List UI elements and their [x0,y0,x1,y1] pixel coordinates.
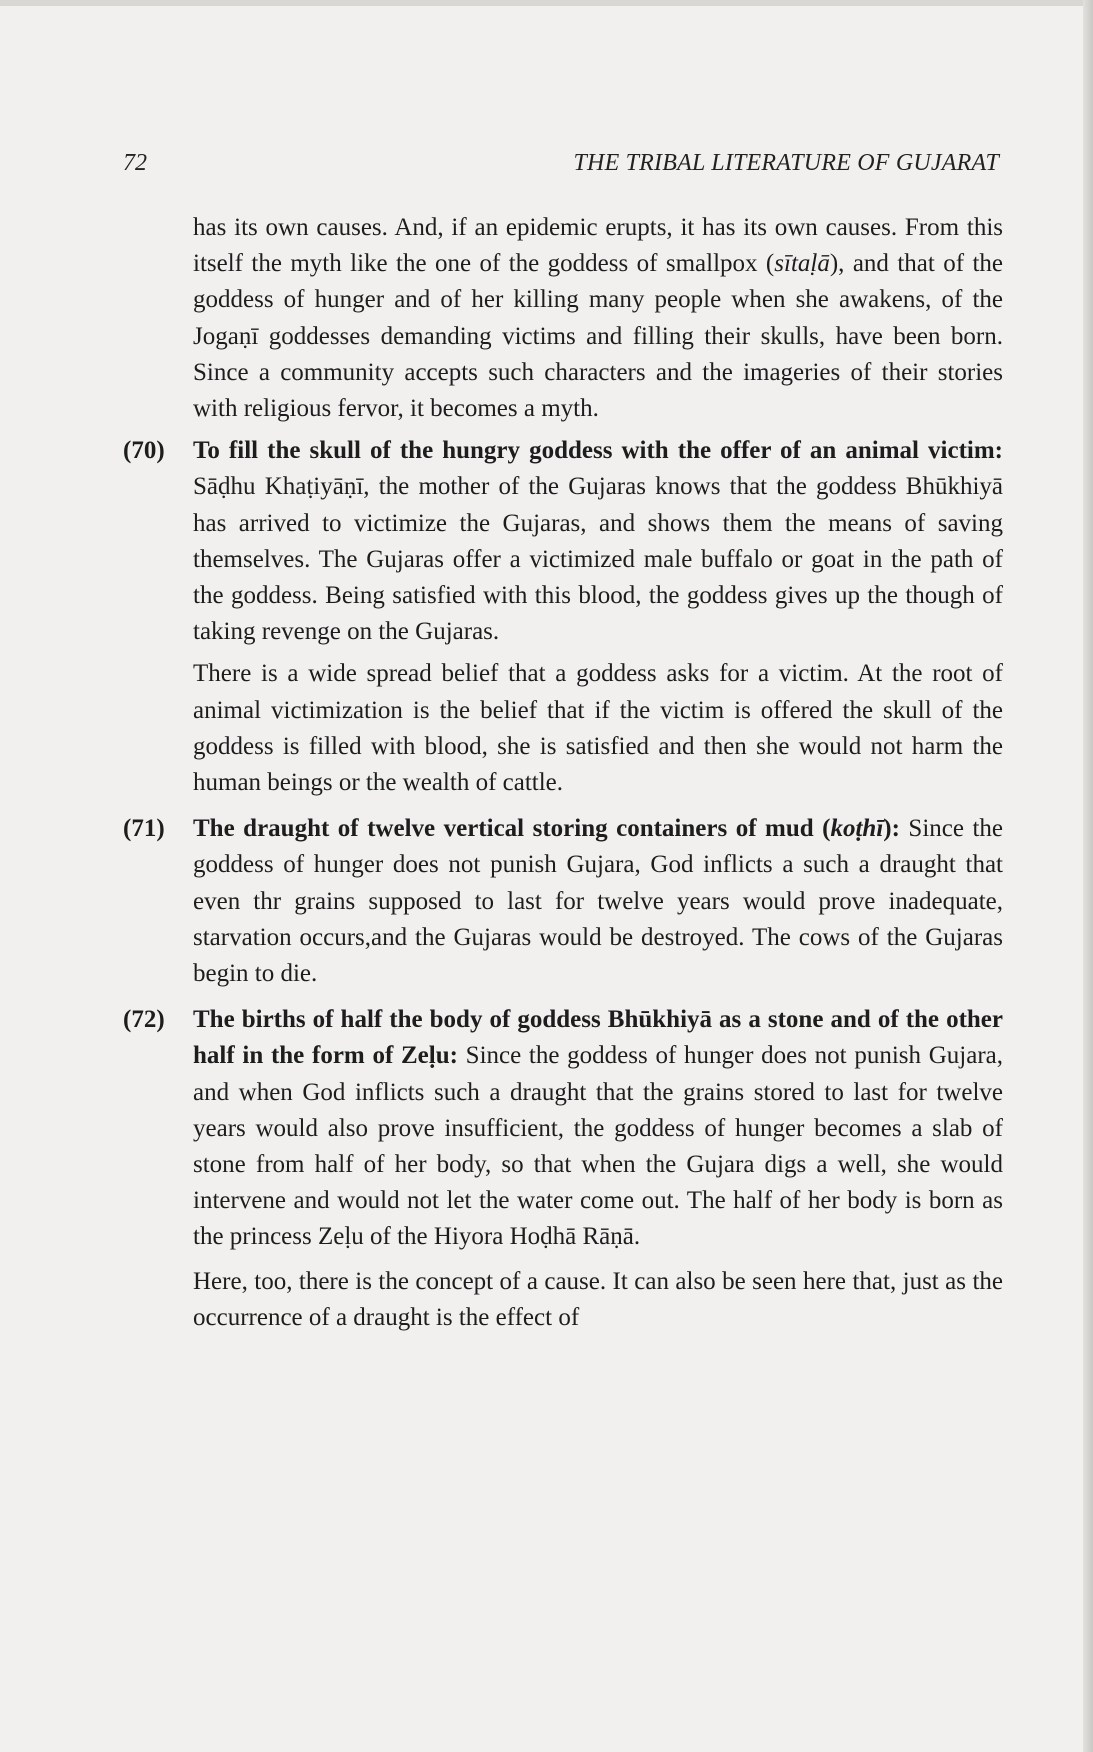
item-heading: To fill the skull of the hungry goddess with the offer of an animal victim: [193,437,1003,465]
page-number: 72 [123,150,147,176]
item-number: (72) [123,1006,165,1034]
item-heading [193,815,900,842]
item-body: Since the goddess of hunger does not punish Gujara, and when God inflicts such a draught that the grains stored to last for twelve years would also prove insufficient, the goddess of hunger becomes a slab of stone from half of her body, so that when the Gujara digs a well, she would intervene and would not let the water come out. The half of her body is born as the princess Zeḷu of the Hiyora Hoḍhā Rāṇā. [193,1042,1003,1251]
list-item-70 [123,433,1003,650]
intro-text-after: ), and that of the goddess of hunger and of her killing many people when she awakens, of the Jogaṇī goddesses demanding victims and filling their skulls, have been born. Since a community accepts such characters and the imageries of their stories with religious fervor, it becomes a myth. [193,250,1003,423]
item-heading-italic: koṭhī [830,815,884,843]
list-item-72 [123,1002,1003,1255]
item-body: Sāḍhu Khaṭiyāṇī, the mother of the Gujaras knows that the goddess Bhūkhiyā has arrived to victimize the Gujaras, and shows them the means of saving themselves. The Gujaras offer a victimized male buffalo or goat in the path of the goddess. Being satisfied with this blood, the goddess gives up the though of taking revenge on the Gujaras. [193,473,1003,646]
item-70-follow-up: There is a wide spread belief that a goddess asks for a victim. At the root of animal victimization is the belief that if the victim is offered the skull of the goddess is filled with blood, she is satisfied and then she would not harm the human beings or the wealth of cattle. [193,660,1003,797]
item-heading-after: ): [883,815,900,843]
running-title: THE TRIBAL LITERATURE OF GUJARAT [573,150,999,176]
item-heading-before: The draught of twelve vertical storing containers of mud ( [193,815,831,843]
intro-text-before: has its own causes. And, if an epidemic erupts, it has its own causes. From this itself the myth like the one of the goddess of smallpox ( [193,214,1003,278]
item-72-follow-up: Here, too, there is the concept of a cause. It can also be seen here that, just as the occurrence of a draught is the effect of [193,1267,1003,1331]
item-heading: The births of half the body of goddess Bhūkhiyā as a stone and of the other half in the form of Zeḷu: [193,1006,1003,1070]
page-body [123,210,1003,1336]
intro-italic-term: sītaḷā [774,250,830,278]
item-number: (70) [123,437,165,465]
intro-paragraph [123,210,1003,427]
list-item-71 [123,811,1003,992]
page-top-edge [0,0,1093,6]
page-right-edge [1083,0,1093,1752]
item-body: Since the goddess of hunger does not punish Gujara, God inflicts a such a draught that even thr grains supposed to last for twelve years would prove inadequate, starvation occurs,and the Gujaras would be destroyed. The cows of the Gujaras begin to die. [193,815,1003,988]
running-header [123,146,999,182]
item-number: (71) [123,815,165,843]
